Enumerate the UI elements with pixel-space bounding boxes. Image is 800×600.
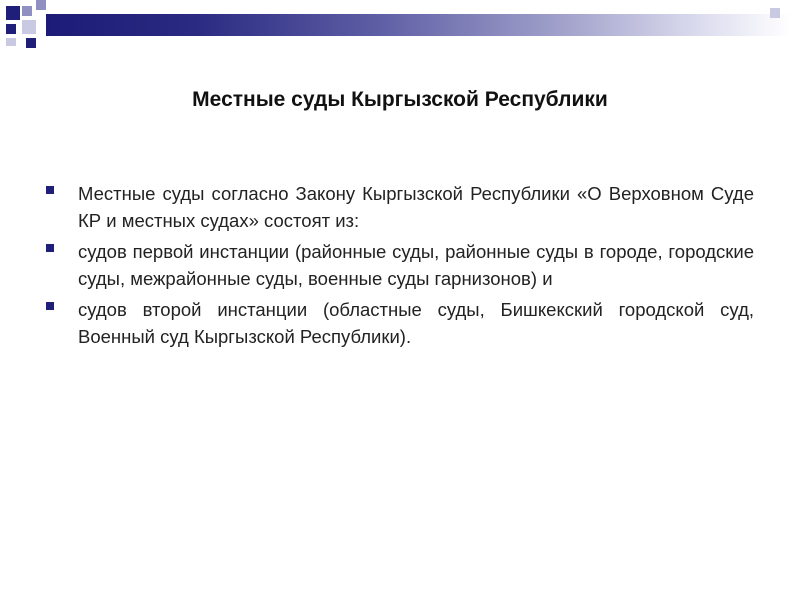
decor-square [22,20,36,34]
decor-square [6,6,20,20]
bullet-square-icon [46,244,54,252]
decor-square [6,38,16,46]
bullet-text: судов первой инстанции (районные суды, районные суды в городе, городские суды, межрайонные суды, военные суды гарнизонов) и [78,241,754,289]
header-band [46,14,790,36]
slide-title: Местные суды Кыргызской Республики [192,88,608,111]
bullet-text: судов второй инстанции (областные суды, Бишкекский городской суд, Военный суд Кыргызской Республики). [78,299,754,347]
decor-square [6,24,16,34]
bullet-item [46,238,754,292]
decor-square [22,6,32,16]
bullet-square-icon [46,302,54,310]
bullet-item [46,180,754,234]
bullet-square-icon [46,186,54,194]
decor-square [36,0,46,10]
bullet-list [46,180,754,354]
decor-square [770,8,780,18]
decor-square [26,38,36,48]
bullet-text: Местные суды согласно Закону Кыргызской Республики «О Верховном Суде КР и местных судах» состоят из: [78,183,754,231]
bullet-item [46,296,754,350]
